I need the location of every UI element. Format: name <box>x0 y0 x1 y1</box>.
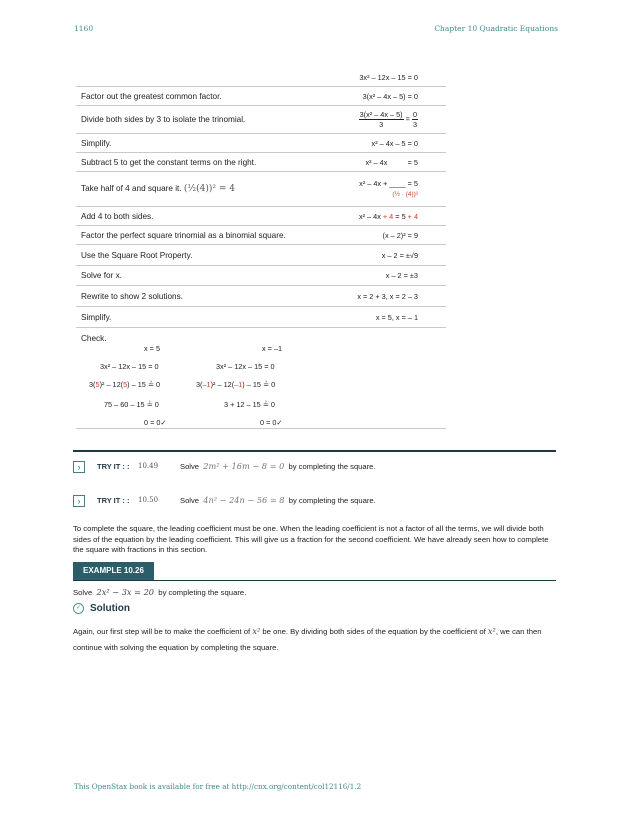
solution-body: Again, our first step will be to make the coefficient of x² be one. By dividing both sides of the equation by the coefficient of x², we can then continue with solving the equation by completing the square. <box>73 626 542 652</box>
check-line: 3x² – 12x – 15 = 0 <box>216 362 275 371</box>
step-math: 3(x² – 4x – 5) = 0 <box>362 91 418 101</box>
step-desc <box>76 184 327 194</box>
example-problem: Solve 2x² − 3x = 20 by completing the square. <box>73 587 247 597</box>
check-line-substituted: 3(–1)² – 12(–1) – 15 ≟ 0 <box>196 380 276 389</box>
check-line: 75 – 60 – 15 ≟ 0 <box>104 400 159 409</box>
steps-table <box>76 68 446 328</box>
step-math: x = 5, x = – 1 <box>375 312 418 322</box>
step-math <box>327 212 446 221</box>
check-line: 3 + 12 – 15 ≟ 0 <box>224 400 275 409</box>
step-math <box>327 111 446 129</box>
try-it-text: Solve 4n² − 24n − 56 = 8 by completing the square. <box>180 495 376 505</box>
try-it-number: 10.49 <box>138 462 159 470</box>
step-math: x – 2 = ±3 <box>385 271 418 280</box>
step-desc: Rewrite to show 2 solutions. <box>81 291 183 301</box>
step-desc: Factor the perfect square trinomial as a binomial square. <box>81 230 286 240</box>
try-it-text: Solve 2m² + 16m − 8 = 0 by completing the square. <box>180 461 376 471</box>
page-footer: This OpenStax book is available for free at http://cnx.org/content/col12116/1.2 <box>74 782 362 791</box>
try-it-label: TRY IT : : <box>97 462 130 471</box>
frac-numerator: 0 <box>412 109 417 119</box>
step-math: 3x² – 12x – 15 = 0 <box>359 72 418 82</box>
check-line: 3x² – 12x – 15 = 0 <box>100 362 159 371</box>
try-it-label: TRY IT : : <box>97 496 130 505</box>
try-it-equation: 4n² − 24n − 56 = 8 <box>203 495 285 505</box>
math-hint: (½ · (4))² <box>392 191 418 198</box>
step-desc: Simplify. <box>81 312 112 322</box>
step-row <box>76 172 446 207</box>
math-left: x² – 4x <box>365 157 388 167</box>
step-row <box>76 106 446 134</box>
frac-numerator: 3(x² – 4x – 5) <box>359 109 403 119</box>
step-desc-text: Take half of 4 and square it. <box>81 184 182 193</box>
chapter-title: Chapter 10 Quadratic Equations <box>434 24 558 33</box>
step-row <box>76 87 446 106</box>
step-math <box>327 158 446 167</box>
intro-paragraph: To complete the square, the leading coefficient must be one. When the leading coefficient is not a factor of all the terms, we will divide both sides of the equation by the leading coefficient. This will give us a fraction for the second coefficient. We have already seen how to complete the square with fractions in this section. <box>73 524 549 554</box>
frac-denominator: 3 <box>379 120 384 129</box>
step-desc: Use the Square Root Property. <box>81 250 193 260</box>
check-section <box>76 330 446 429</box>
step-row <box>76 286 446 307</box>
section-divider <box>73 450 556 452</box>
step-math: (x – 2)² = 9 <box>382 230 418 240</box>
math-part: x² – 4x <box>358 211 381 221</box>
check-result: 0 = 0✓ <box>144 418 167 427</box>
expand-chevron-icon[interactable]: › <box>73 461 85 473</box>
math-added-term: + 4 <box>382 211 394 221</box>
solution-heading: ✓ Solution <box>73 603 130 614</box>
check-line-substituted: 3(5)² – 12(5) – 15 ≟ 0 <box>89 380 161 389</box>
math-right: = 5 <box>407 157 418 167</box>
step-desc: Add 4 to both sides. <box>81 211 154 221</box>
example-tag: EXAMPLE 10.26 <box>73 562 154 580</box>
step-desc: Subtract 5 to get the constant terms on the right. <box>81 157 257 167</box>
equals: = <box>405 114 410 124</box>
try-it-10-49 <box>73 461 556 475</box>
example-equation: 2x² − 3x = 20 <box>96 587 155 597</box>
math-added-term: + 4 <box>405 211 418 221</box>
check-head: x = 5 <box>144 344 161 353</box>
step-row <box>76 226 446 245</box>
step-row <box>76 266 446 286</box>
step-math: x² – 4x – 5 = 0 <box>371 138 418 148</box>
step-row <box>76 134 446 153</box>
step-math <box>327 178 446 200</box>
math-line: x² – 4x + ____ = 5 <box>359 179 418 188</box>
step-desc: Factor out the greatest common factor. <box>81 91 222 101</box>
step-row <box>76 153 446 172</box>
check-result: 0 = 0✓ <box>260 418 283 427</box>
expand-chevron-icon[interactable]: › <box>73 495 85 507</box>
step-math: x – 2 = ±√9 <box>381 250 418 260</box>
step-row <box>76 307 446 328</box>
math-part: = 5 <box>393 211 406 221</box>
check-circle-icon: ✓ <box>73 603 84 614</box>
example-header <box>73 562 556 581</box>
half-square-expression: (½(4))² = 4 <box>183 184 235 194</box>
try-it-10-50 <box>73 495 556 509</box>
step-desc: Divide both sides by 3 to isolate the trinomial. <box>81 115 246 124</box>
try-it-equation: 2m² + 16m − 8 = 0 <box>203 461 285 471</box>
step-desc: Solve for x. <box>81 271 122 280</box>
check-title: Check. <box>81 334 107 343</box>
step-math: x = 2 + 3, x = 2 – 3 <box>357 291 418 301</box>
step-desc: Simplify. <box>81 138 112 148</box>
page-number: 1160 <box>74 24 94 33</box>
step-row <box>76 207 446 226</box>
check-head: x = –1 <box>262 344 283 353</box>
try-it-number: 10.50 <box>138 496 159 504</box>
step-row <box>76 68 446 87</box>
frac-denominator: 3 <box>412 120 417 129</box>
step-row <box>76 245 446 266</box>
